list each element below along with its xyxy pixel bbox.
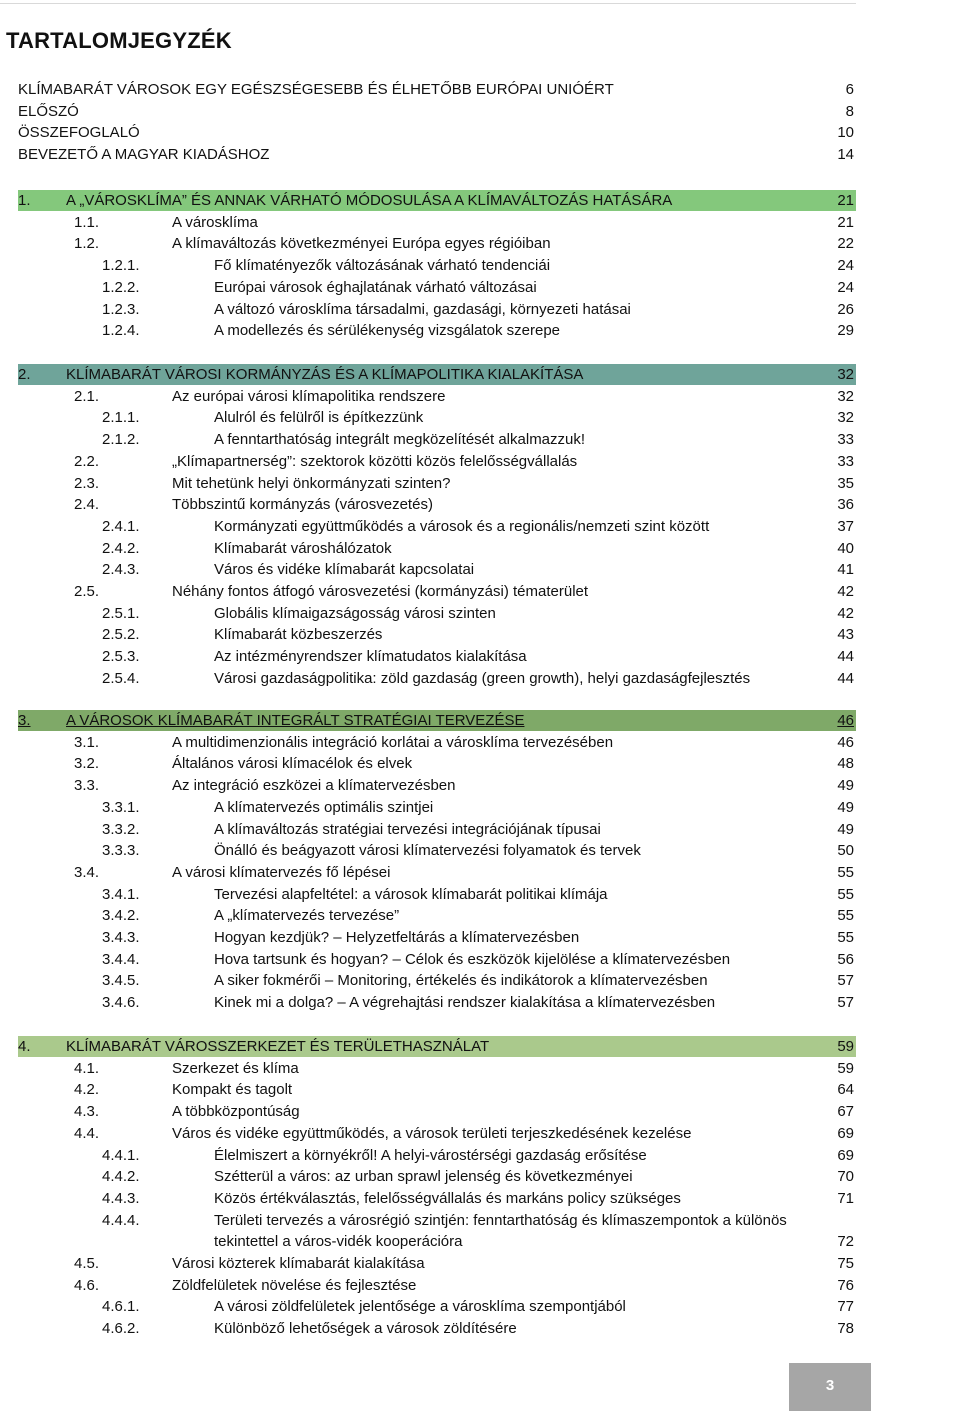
toc-entry-title: Kinek mi a dolga? – A végrehajtási rendszer kialakítása a klímatervezésben	[214, 994, 716, 1011]
toc-entry-title: A klímaváltozás következményei Európa egyes régióiban	[172, 235, 551, 252]
toc-entry-title: Városi közterek klímabarát kialakítása	[172, 1255, 425, 1272]
toc-entry-page: 55	[837, 886, 854, 903]
toc-entry[interactable]	[18, 819, 856, 840]
toc-entry-title: KLÍMABARÁT VÁROSI KORMÁNYZÁS ÉS A KLÍMAPOLITIKA KIALAKÍTÁSA	[66, 366, 584, 383]
toc-entry-page: 70	[837, 1168, 854, 1185]
toc-entry[interactable]	[18, 1231, 856, 1252]
toc-entry-page: 21	[837, 192, 854, 209]
toc-entry-title: BEVEZETŐ A MAGYAR KIADÁSHOZ	[18, 146, 270, 163]
toc-entry-title: Alulról és felülről is építkezzünk	[214, 409, 424, 426]
toc-entry[interactable]	[18, 1253, 856, 1274]
toc-chapter-heading[interactable]	[18, 364, 856, 385]
toc-entry-page: 36	[837, 496, 854, 513]
toc-entry[interactable]	[18, 905, 856, 926]
toc-entry[interactable]	[18, 451, 856, 472]
toc-entry-page: 32	[837, 409, 854, 426]
toc-entry-number: 3.3.	[74, 777, 100, 794]
toc-entry[interactable]	[18, 992, 856, 1013]
toc-entry[interactable]	[18, 429, 856, 450]
toc-entry-title: Többszintű kormányzás (városvezetés)	[172, 496, 433, 513]
toc-entry-title: A „VÁROSKLÍMA” ÉS ANNAK VÁRHATÓ MÓDOSULÁSA A KLÍMAVÁLTOZÁS HATÁSÁRA	[66, 192, 673, 209]
toc-entry[interactable]	[18, 1079, 856, 1100]
toc-entry-title: Mit tehetünk helyi önkormányzati szinten?	[172, 475, 451, 492]
toc-entry-page: 46	[837, 734, 854, 751]
toc-entry-title: Hogyan kezdjük? – Helyzetfeltárás a klímatervezésben	[214, 929, 580, 946]
toc-entry-number: 3.4.4.	[102, 951, 140, 968]
toc-entry-title: Az integráció eszközei a klímatervezésben	[172, 777, 456, 794]
toc-entry-title: ELŐSZÓ	[18, 103, 79, 120]
toc-entry-number: 2.5.2.	[102, 626, 140, 643]
toc-entry-page: 42	[837, 583, 854, 600]
toc-entry-page: 49	[837, 777, 854, 794]
toc-entry[interactable]	[18, 1188, 856, 1209]
toc-entry-title: Néhány fontos átfogó városvezetési (kormányzási) tématerület	[172, 583, 589, 600]
toc-entry-number: 4.4.	[74, 1125, 100, 1142]
toc-entry-title: KLÍMABARÁT VÁROSOK EGY EGÉSZSÉGESEBB ÉS ÉLHETŐBB EURÓPAI UNIÓÉRT	[18, 81, 614, 98]
toc-entry[interactable]	[18, 603, 856, 624]
toc-entry-number: 3.4.6.	[102, 994, 140, 1011]
toc-entry-title: A modellezés és sérülékenység vizsgálatok szerepe	[214, 322, 561, 339]
toc-entry-number: 4.2.	[74, 1081, 100, 1098]
toc-entry-number: 1.2.2.	[102, 279, 140, 296]
toc-entry-title: A VÁROSOK KLÍMABARÁT INTEGRÁLT STRATÉGIAI TERVEZÉSE	[66, 712, 525, 729]
toc-entry-page: 69	[837, 1147, 854, 1164]
toc-entry-title: Város és vidéke együttműködés, a városok területi terjeszkedésének kezelése	[172, 1125, 692, 1142]
toc-chapter-heading[interactable]	[18, 710, 856, 731]
toc-front-entry[interactable]	[18, 101, 856, 122]
toc-entry[interactable]	[18, 233, 856, 254]
toc-entry-title: Élelmiszert a környékről! A helyi-várostérségi gazdaság erősítése	[214, 1147, 647, 1164]
toc-entry-number: 1.	[18, 192, 31, 209]
toc-entry-page: 50	[837, 842, 854, 859]
toc-entry[interactable]	[18, 732, 856, 753]
toc-entry-page: 37	[837, 518, 854, 535]
toc-entry-page: 49	[837, 821, 854, 838]
toc-entry-number: 4.6.2.	[102, 1320, 140, 1337]
toc-entry-page: 75	[837, 1255, 854, 1272]
toc-entry-number: 2.2.	[74, 453, 100, 470]
toc-entry[interactable]	[18, 299, 856, 320]
toc-entry[interactable]	[18, 927, 856, 948]
toc-entry-number: 2.5.4.	[102, 670, 140, 687]
toc-entry-page: 55	[837, 907, 854, 924]
toc-entry[interactable]	[18, 559, 856, 580]
toc-entry-number: 3.4.3.	[102, 929, 140, 946]
toc-entry-number: 1.2.3.	[102, 301, 140, 318]
toc-entry-page: 24	[837, 279, 854, 296]
toc-entry-number: 4.	[18, 1038, 31, 1055]
toc-entry-title: Az intézményrendszer klímatudatos kialakítása	[214, 648, 527, 665]
toc-entry-page: 14	[837, 146, 854, 163]
toc-entry-title: Önálló és beágyazott városi klímatervezési folyamatok és tervek	[214, 842, 641, 859]
toc-entry[interactable]	[18, 1145, 856, 1166]
toc-entry-number: 2.1.	[74, 388, 100, 405]
toc-entry[interactable]	[18, 775, 856, 796]
toc-entry-number: 2.1.1.	[102, 409, 140, 426]
toc-entry-number: 2.1.2.	[102, 431, 140, 448]
toc-entry[interactable]	[18, 1318, 856, 1339]
toc-entry-page: 35	[837, 475, 854, 492]
toc-entry-page: 43	[837, 626, 854, 643]
toc-entry-title: Szétterül a város: az urban sprawl jelenség és következményei	[214, 1168, 633, 1185]
toc-entry[interactable]	[18, 753, 856, 774]
toc-entry-page: 76	[837, 1277, 854, 1294]
toc-entry-title: Klímabarát városhálózatok	[214, 540, 392, 557]
toc-entry-title: Európai városok éghajlatának várható változásai	[214, 279, 537, 296]
toc-entry-number: 4.6.1.	[102, 1298, 140, 1315]
toc-entry-number: 3.3.1.	[102, 799, 140, 816]
toc-entry-number: 3.4.	[74, 864, 100, 881]
toc-entry[interactable]	[18, 1058, 856, 1079]
page-number-box	[789, 1363, 871, 1411]
toc-entry-page: 56	[837, 951, 854, 968]
toc-entry[interactable]	[18, 320, 856, 341]
toc-entry[interactable]	[18, 1101, 856, 1122]
toc-entry-title: Kompakt és tagolt	[172, 1081, 293, 1098]
page-number: 3	[825, 1377, 835, 1394]
toc-entry-title: Város és vidéke klímabarát kapcsolatai	[214, 561, 475, 578]
toc-front-entry[interactable]	[18, 122, 856, 143]
toc-entry-number: 2.4.3.	[102, 561, 140, 578]
toc-entry[interactable]	[18, 581, 856, 602]
toc-entry-title: Zöldfelületek növelése és fejlesztése	[172, 1277, 417, 1294]
toc-entry[interactable]	[18, 970, 856, 991]
toc-entry-number: 4.3.	[74, 1103, 100, 1120]
toc-entry[interactable]	[18, 277, 856, 298]
toc-entry-title: A városi zöldfelületek jelentősége a városklíma szempontjából	[214, 1298, 626, 1315]
toc-entry-number: 1.2.1.	[102, 257, 140, 274]
toc-chapter-heading[interactable]	[18, 190, 856, 211]
toc-entry-title: A városklíma	[172, 214, 258, 231]
toc-entry-title: tekintettel a város-vidék kooperációra	[214, 1233, 463, 1250]
toc-entry-number: 2.5.3.	[102, 648, 140, 665]
toc-entry-page: 24	[837, 257, 854, 274]
toc-entry-page: 59	[837, 1038, 854, 1055]
toc-entry-page: 29	[837, 322, 854, 339]
toc-entry-number: 4.1.	[74, 1060, 100, 1077]
toc-entry-page: 77	[837, 1298, 854, 1315]
toc-entry-number: 1.2.4.	[102, 322, 140, 339]
toc-entry-title: A többközpontúság	[172, 1103, 300, 1120]
toc-entry-page: 46	[837, 712, 854, 729]
toc-entry-page: 41	[837, 561, 854, 578]
toc-entry[interactable]	[18, 538, 856, 559]
toc-entry-title: „Klímapartnerség”: szektorok közötti közös felelősségvállalás	[172, 453, 578, 470]
toc-entry-page: 42	[837, 605, 854, 622]
toc-entry-title: KLÍMABARÁT VÁROSSZERKEZET ÉS TERÜLETHASZNÁLAT	[66, 1038, 490, 1055]
toc-entry[interactable]	[18, 212, 856, 233]
toc-entry-title: Klímabarát közbeszerzés	[214, 626, 383, 643]
toc-entry[interactable]	[18, 884, 856, 905]
toc-entry-page: 59	[837, 1060, 854, 1077]
toc-entry-page: 10	[837, 124, 854, 141]
toc-entry-title: A városi klímatervezés fő lépései	[172, 864, 391, 881]
toc-entry-number: 1.2.	[74, 235, 100, 252]
toc-entry-number: 3.4.2.	[102, 907, 140, 924]
toc-entry-number: 4.6.	[74, 1277, 100, 1294]
toc-entry-page: 22	[837, 235, 854, 252]
toc-entry[interactable]	[18, 1123, 856, 1144]
toc-entry-page: 26	[837, 301, 854, 318]
toc-front-entry[interactable]	[18, 144, 856, 165]
toc-entry[interactable]	[18, 840, 856, 861]
toc-entry-title: A változó városklíma társadalmi, gazdasági, környezeti hatásai	[214, 301, 631, 318]
toc-entry-number: 1.1.	[74, 214, 100, 231]
toc-front-entry[interactable]	[18, 79, 856, 100]
toc-entry-title: A „klímatervezés tervezése”	[214, 907, 400, 924]
toc-entry[interactable]	[18, 668, 856, 689]
toc-entry[interactable]	[18, 516, 856, 537]
toc-entry-title: A klímaváltozás stratégiai tervezési integrációjának típusai	[214, 821, 601, 838]
toc-entry-title: A multidimenzionális integráció korlátai a városklíma tervezésében	[172, 734, 614, 751]
toc-entry-number: 4.4.3.	[102, 1190, 140, 1207]
toc-entry-page: 72	[837, 1233, 854, 1250]
toc-entry[interactable]	[18, 1296, 856, 1317]
toc-entry-page: 6	[845, 81, 854, 98]
toc-entry-number: 2.4.	[74, 496, 100, 513]
toc-chapter-heading[interactable]	[18, 1036, 856, 1057]
toc-entry-page: 21	[837, 214, 854, 231]
toc-entry[interactable]	[18, 862, 856, 883]
toc-entry[interactable]	[18, 1275, 856, 1296]
toc-entry-page: 44	[837, 670, 854, 687]
toc-entry-page: 71	[837, 1190, 854, 1207]
toc-entry-page: 67	[837, 1103, 854, 1120]
toc-entry[interactable]	[18, 797, 856, 818]
toc-entry-title: Általános városi klímacélok és elvek	[172, 755, 413, 772]
toc-entry-number: 3.4.1.	[102, 886, 140, 903]
toc-entry-title: Hova tartsunk és hogyan? – Célok és eszközök kijelölése a klímatervezésben	[214, 951, 731, 968]
toc-entry-number: 2.3.	[74, 475, 100, 492]
toc-entry-number: 2.5.1.	[102, 605, 140, 622]
toc-entry-page: 40	[837, 540, 854, 557]
toc-entry[interactable]	[18, 386, 856, 407]
top-rule	[0, 3, 856, 4]
toc-entry[interactable]	[18, 473, 856, 494]
toc-entry-number: 4.4.1.	[102, 1147, 140, 1164]
toc-entry-page: 55	[837, 864, 854, 881]
toc-entry-title: Kormányzati együttműködés a városok és a regionális/nemzeti szint között	[214, 518, 710, 535]
page-title: TARTALOMJEGYZÉK	[6, 28, 232, 53]
toc-entry[interactable]	[18, 646, 856, 667]
toc-entry-title: Közös értékválasztás, felelősségvállalás és markáns policy szükséges	[214, 1190, 681, 1207]
toc-entry-number: 4.4.4.	[102, 1212, 140, 1229]
toc-entry-page: 49	[837, 799, 854, 816]
toc-entry-title: Szerkezet és klíma	[172, 1060, 299, 1077]
toc-entry-page: 57	[837, 994, 854, 1011]
toc-entry-page: 33	[837, 431, 854, 448]
toc-entry-number: 3.2.	[74, 755, 100, 772]
toc-entry-number: 2.4.1.	[102, 518, 140, 535]
toc-entry-number: 2.5.	[74, 583, 100, 600]
toc-entry-page: 44	[837, 648, 854, 665]
toc-entry-page: 64	[837, 1081, 854, 1098]
toc-entry-number: 3.1.	[74, 734, 100, 751]
toc-entry-title: A fenntarthatóság integrált megközelítését alkalmazzuk!	[214, 431, 586, 448]
toc-entry[interactable]	[18, 255, 856, 276]
toc-entry[interactable]	[18, 1166, 856, 1187]
toc-entry-page: 33	[837, 453, 854, 470]
toc-entry-title: Globális klímaigazságosság városi szinten	[214, 605, 496, 622]
toc-entry-title: ÖSSZEFOGLALÓ	[18, 124, 140, 141]
toc-entry-number: 2.	[18, 366, 31, 383]
toc-entry[interactable]	[18, 494, 856, 515]
toc-entry-number: 2.4.2.	[102, 540, 140, 557]
toc-entry-title: Területi tervezés a városrégió szintjén: fenntarthatóság és klímaszempontok a különös	[214, 1212, 787, 1229]
toc-entry[interactable]	[18, 1210, 856, 1231]
toc-entry-number: 3.3.2.	[102, 821, 140, 838]
toc-entry-page: 78	[837, 1320, 854, 1337]
toc-entry-number: 4.4.2.	[102, 1168, 140, 1185]
toc-entry-title: Városi gazdaságpolitika: zöld gazdaság (green growth), helyi gazdaságfejlesztés	[214, 670, 751, 687]
toc-entry-number: 3.4.5.	[102, 972, 140, 989]
toc-entry[interactable]	[18, 949, 856, 970]
toc-entry-page: 8	[845, 103, 854, 120]
toc-entry-number: 4.5.	[74, 1255, 100, 1272]
toc-entry-number: 3.	[18, 712, 31, 729]
toc-entry-page: 32	[837, 366, 854, 383]
toc-entry-title: Az európai városi klímapolitika rendszere	[172, 388, 446, 405]
toc-entry-title: Különböző lehetőségek a városok zöldítésére	[214, 1320, 517, 1337]
toc-entry-page: 32	[837, 388, 854, 405]
toc-entry-page: 48	[837, 755, 854, 772]
toc-entry-page: 69	[837, 1125, 854, 1142]
toc-entry-number: 3.3.3.	[102, 842, 140, 859]
toc-entry-page: 55	[837, 929, 854, 946]
toc-entry-title: Tervezési alapfeltétel: a városok klímabarát politikai klímája	[214, 886, 608, 903]
toc-entry-title: A siker fokmérői – Monitoring, értékelés és indikátorok a klímatervezésben	[214, 972, 708, 989]
toc-entry[interactable]	[18, 407, 856, 428]
toc-entry-page: 57	[837, 972, 854, 989]
toc-entry[interactable]	[18, 624, 856, 645]
toc-entry-title: A klímatervezés optimális szintjei	[214, 799, 434, 816]
toc-entry-title: Fő klímatényezők változásának várható tendenciái	[214, 257, 551, 274]
